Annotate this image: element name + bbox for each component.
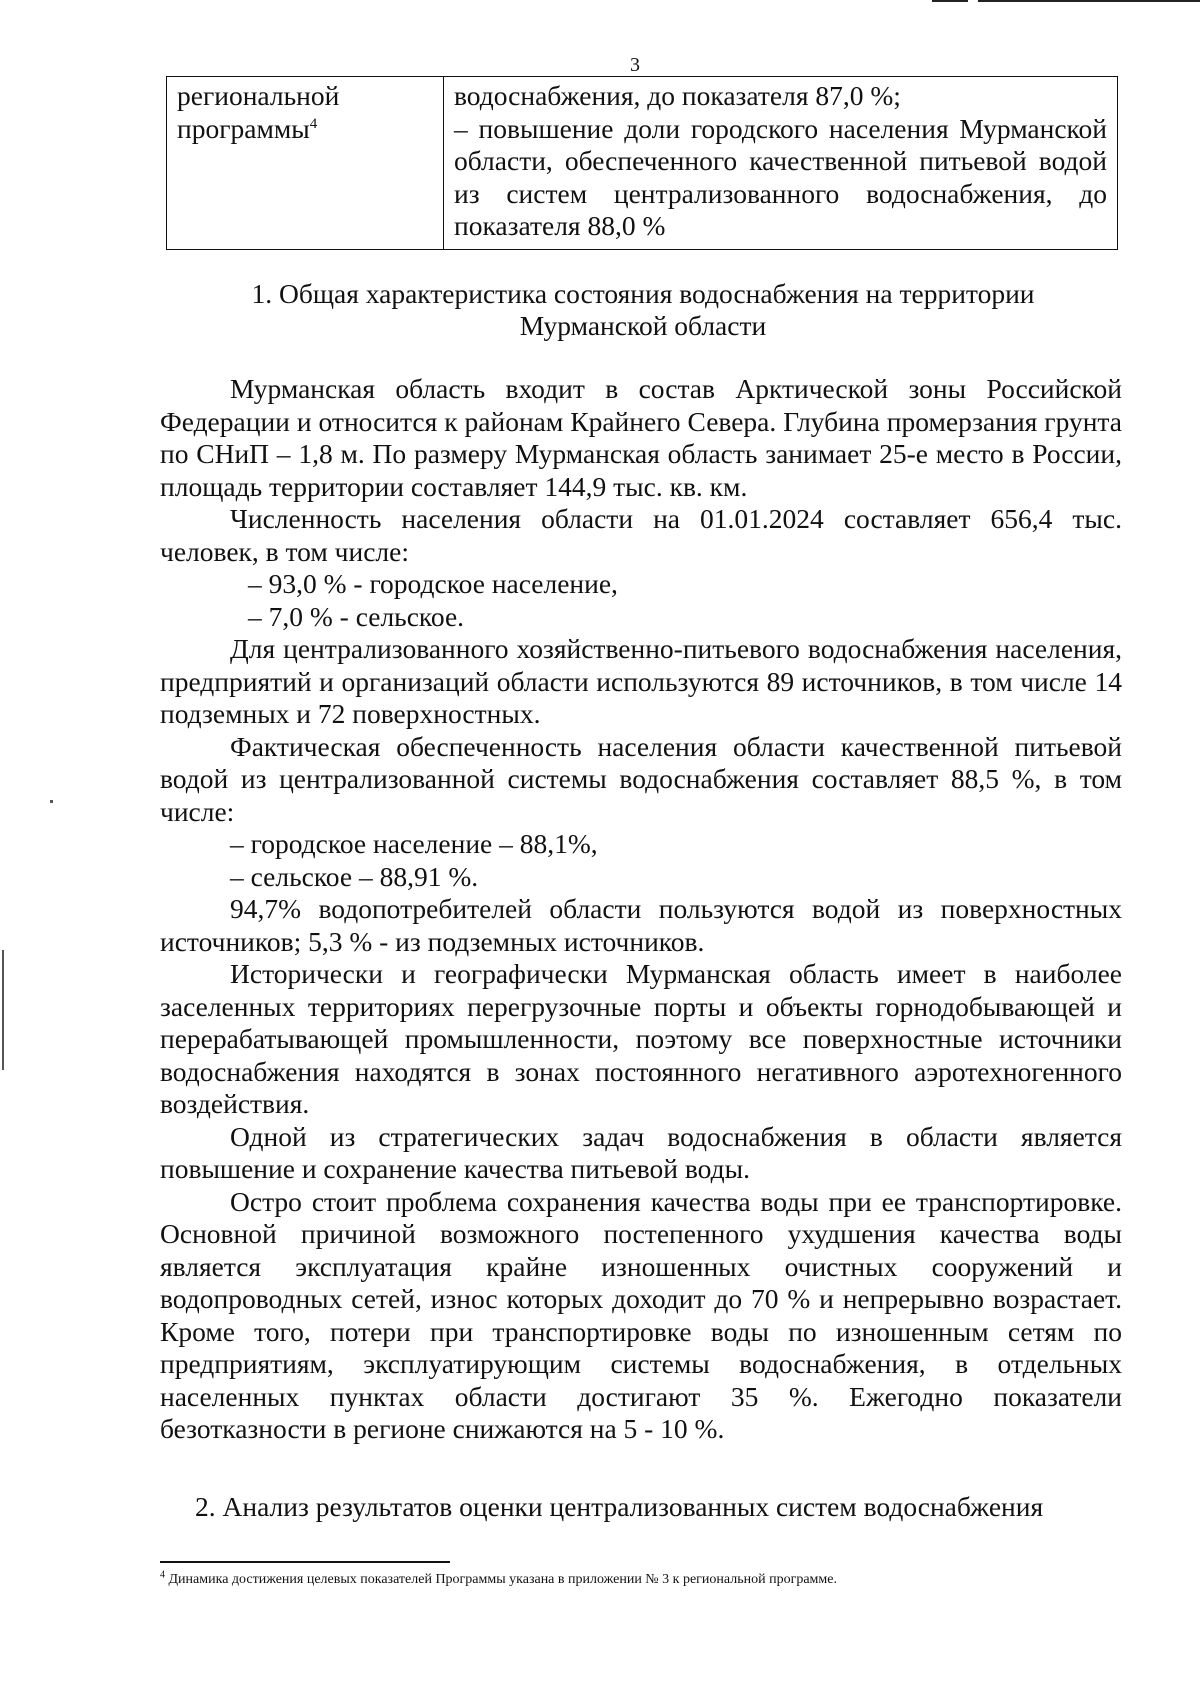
table-cell-left xyxy=(167,77,444,250)
paragraph: Исторически и географически Мурманская область имеет в наиболее заселенных территориях перегрузочные порты и объекты горнодобывающей и перерабатывающей промышленности, поэтому все поверхностные источники водоснабжения находятся в зонах постоянного негативного аэротехногенного воздействия. xyxy=(160,958,1122,1119)
page-number: 3 xyxy=(630,54,640,76)
cell-paragraph: – повышение доли городского населения Мурманской области, обеспеченного качественной питьевой водой из систем централизованного водоснабжения, до показателя 88,0 % xyxy=(454,112,1107,241)
paragraph: Одной из стратегических задач водоснабжения в области является повышение и сохранение качества питьевой воды. xyxy=(160,1120,1122,1184)
paragraph: Остро стоит проблема сохранения качества воды при ее транспортировке. Основной причиной возможного постепенного ухудшения качества воды является эксплуатация крайне изношенных очистных сооружений и водопроводных сетей, износ которых доходит до 70 % и непрерывно возрастает. Кроме того, потери при транспортировке воды по изношенным сетям по предприятиям, эксплуатирующим системы водоснабжения, в отдельных населенных пунктах области достигают 35 %. Ежегодно показатели безотказности в регионе снижаются на 5 - 10 %. xyxy=(160,1185,1122,1444)
section-heading-2: 2. Анализ результатов оценки централизованных систем водоснабжения xyxy=(195,1491,1044,1522)
top-scan-line xyxy=(932,0,968,2)
paragraph: Мурманская область входит в состав Арктической зоны Российской Федерации и относится к районам Крайнего Севера. Глубина промерзания грунта по СНиП – 1,8 м. По размеру Мурманская область занимает 25-е место в России, площадь территории составляет 144,9 тыс. кв. км. xyxy=(160,373,1122,502)
footnote-divider xyxy=(160,1561,450,1563)
table-cell-right xyxy=(444,77,1118,250)
margin-scan-mark xyxy=(2,950,4,1070)
list-item: – городское население – 88,1%, xyxy=(230,828,598,859)
footnote-ref: 4 xyxy=(309,115,318,132)
list-item: – сельское – 88,91 %. xyxy=(230,860,479,892)
left-cell-line: региональной xyxy=(177,80,340,111)
section-body xyxy=(160,373,1122,1446)
paragraph: 94,7% водопотребителей области пользуются водой из поверхностных источников; 5,3 % - из подземных источников. xyxy=(160,893,1122,957)
list-item: – 93,0 % - городское население, xyxy=(248,568,618,599)
list-item: – 7,0 % - сельское. xyxy=(248,600,465,632)
paragraph: Численность населения области на 01.01.2024 составляет 656,4 тыс. человек, в том числе: xyxy=(160,503,1122,567)
top-scan-line xyxy=(978,0,1200,2)
paragraph: Фактическая обеспеченность населения области качественной питьевой водой из централизованной системы водоснабжения составляет 88,5 %, в том числе: xyxy=(160,730,1122,827)
header-table xyxy=(166,76,1118,250)
margin-scan-mark xyxy=(50,800,53,803)
paragraph: Для централизованного хозяйственно-питьевого водоснабжения населения, предприятий и организаций области используются 89 источников, в том числе 14 подземных и 72 поверхностных. xyxy=(160,633,1122,729)
table-row xyxy=(167,77,1118,250)
footnote-marker: 4 xyxy=(160,1569,165,1581)
footnote-text: Динамика достижения целевых показателей Программы указана в приложении № 3 к региональной программе. xyxy=(168,1572,837,1587)
footnote xyxy=(160,1569,1120,1588)
section-heading-1: 1. Общая характеристика состояния водоснабжения на территории Мурманской области xyxy=(251,278,1035,341)
left-cell-line: программы$^4$ xyxy=(177,112,318,144)
cell-line: водоснабжения, до показателя 87,0 %; xyxy=(454,80,901,111)
